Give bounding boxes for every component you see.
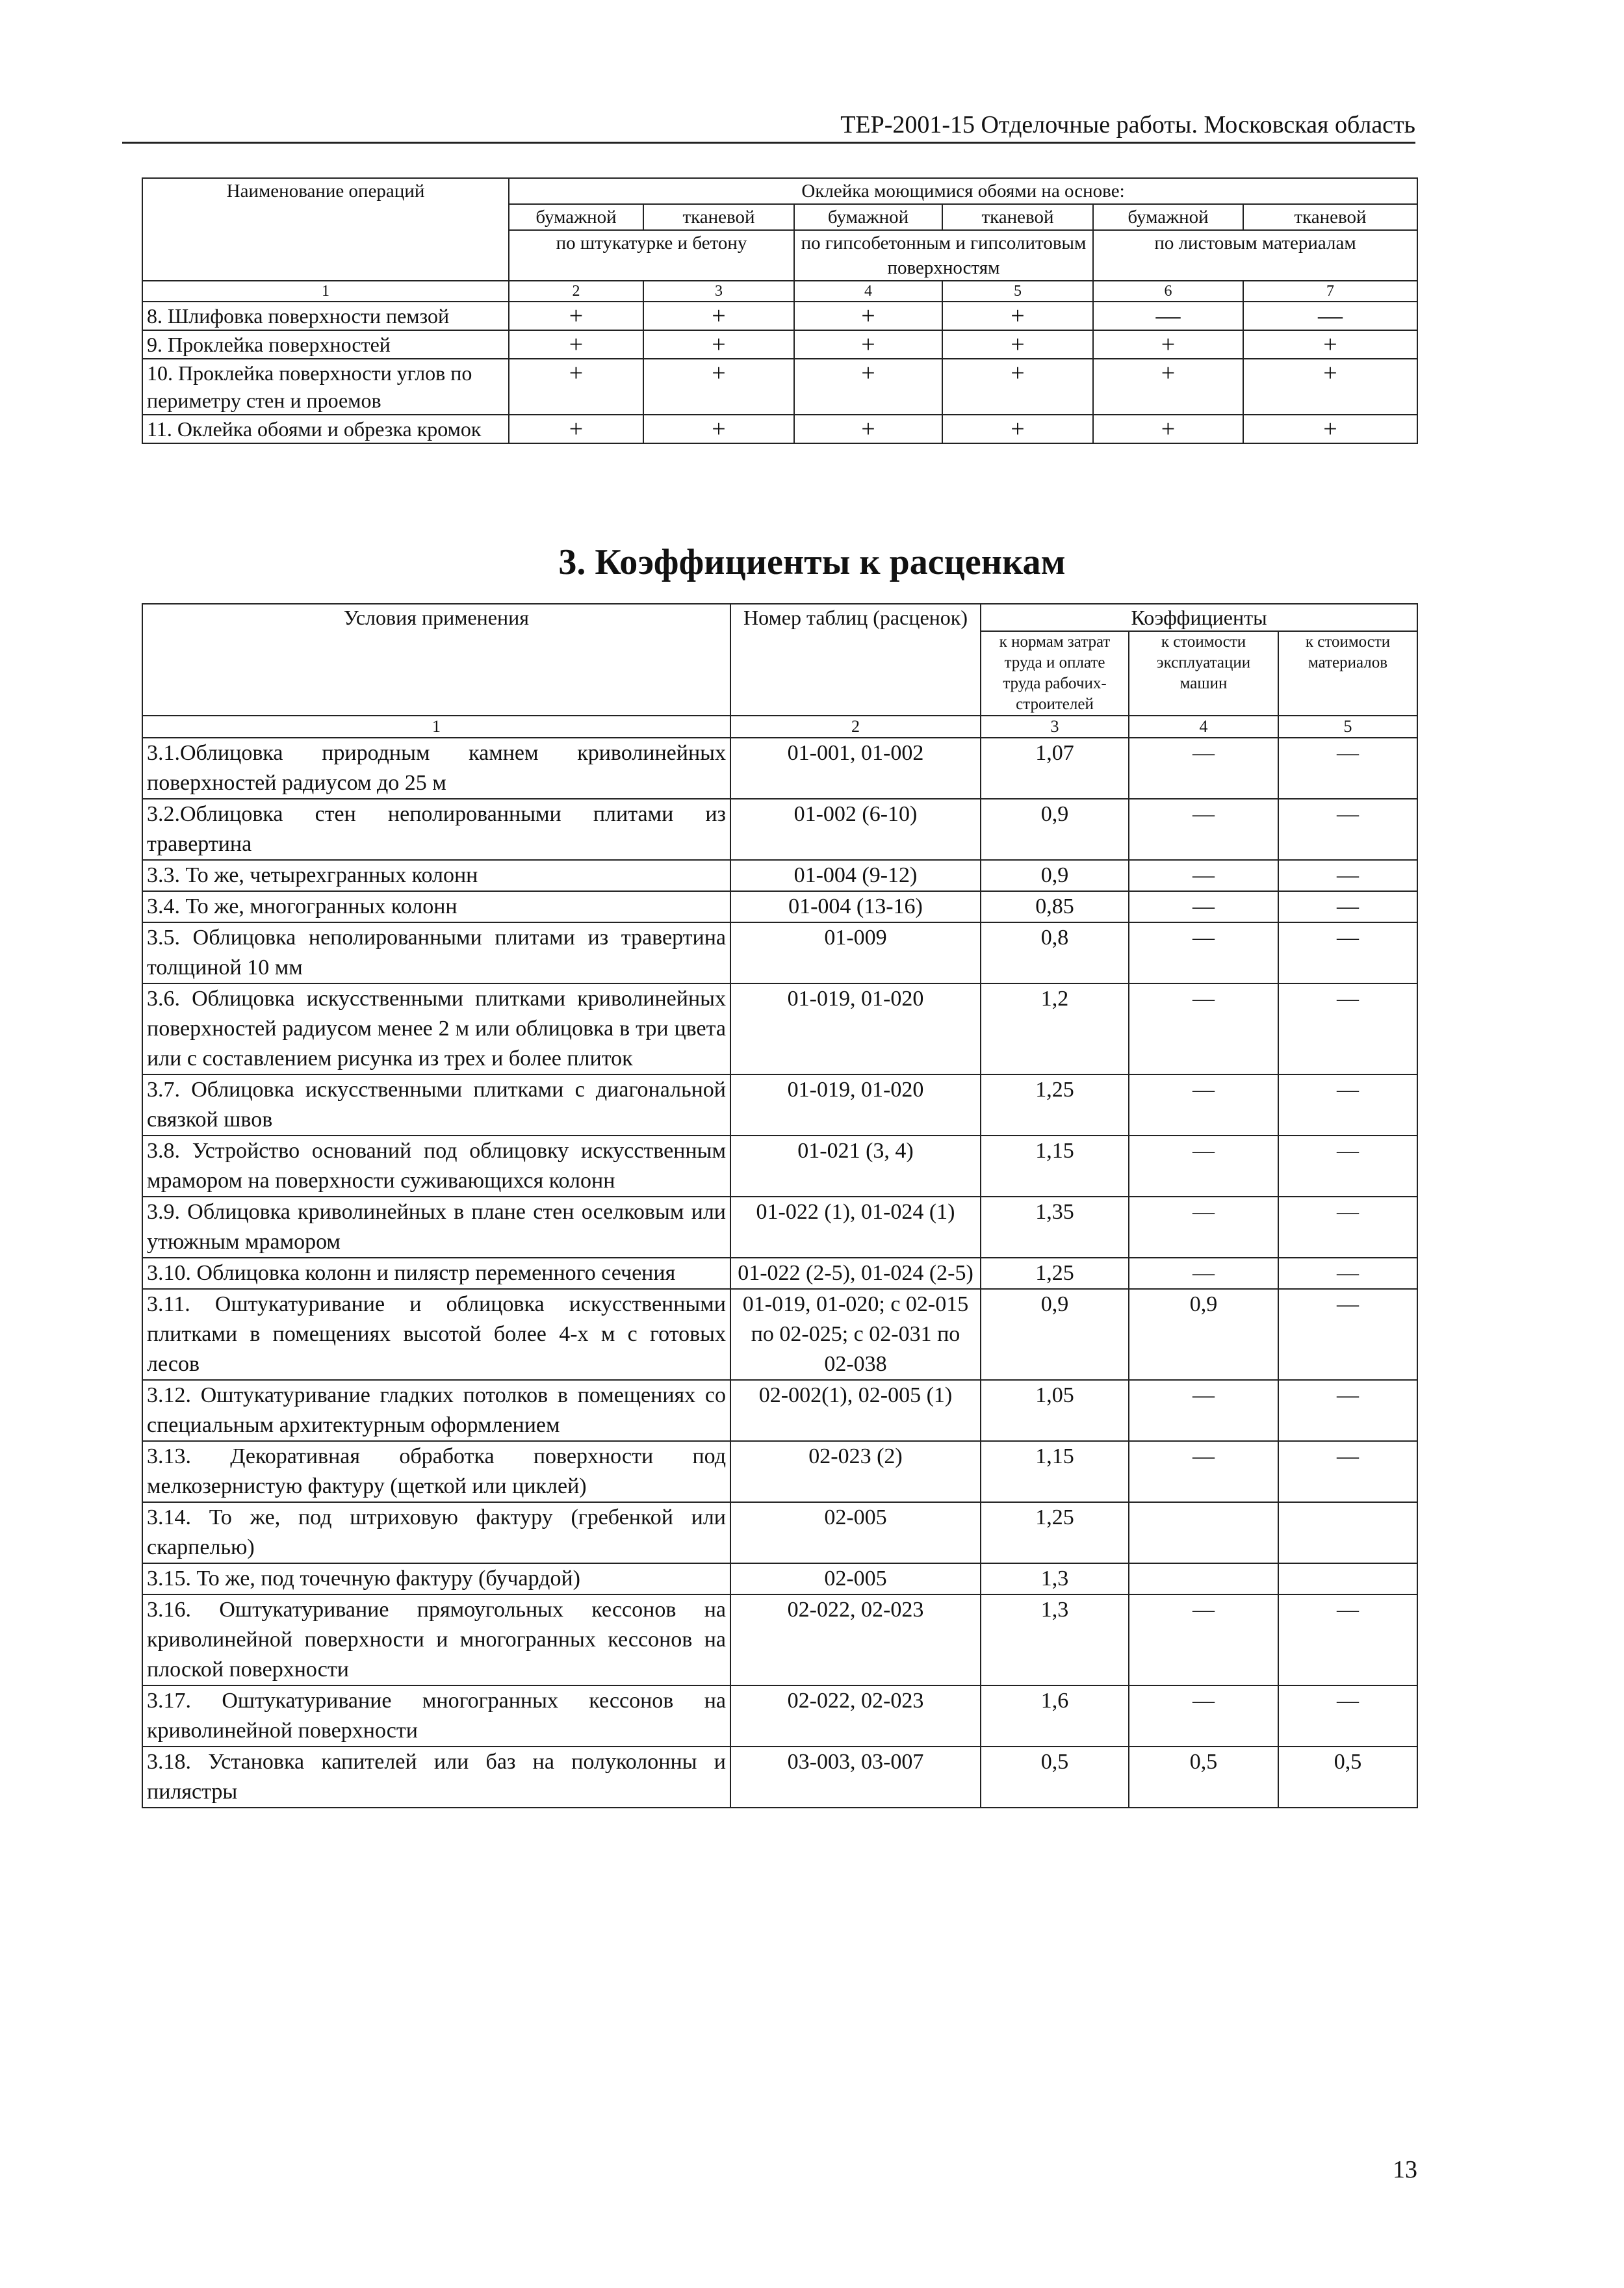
operation-mark: + [509,302,643,330]
operation-mark: + [1243,330,1417,359]
table-reference: 01-009 [730,922,981,983]
column-number: 2 [730,716,981,738]
condition-text: 3.14. То же, под штриховую фактуру (гребенкой или скарпелью) [142,1502,730,1563]
column-number: 3 [643,281,794,302]
base-type-header: бумажной [794,204,942,230]
machines-coefficient: — [1129,1685,1278,1747]
machines-coefficient: — [1129,1197,1278,1258]
operation-name: 11. Оклейка обоями и обрезка кромок [142,415,509,443]
labor-coefficient: 1,15 [981,1441,1129,1502]
section-title: 3. Коэффициенты к расценкам [558,542,1066,582]
page-header [122,110,1415,144]
operation-name: 8. Шлифовка поверхности пемзой [142,302,509,330]
table-reference: 01-004 (9-12) [730,860,981,891]
table-reference: 01-022 (1), 01-024 (1) [730,1197,981,1258]
labor-coefficient: 1,35 [981,1197,1129,1258]
machines-coefficient: — [1129,1441,1278,1502]
coefficients-table [142,603,1418,1808]
table-row [142,1258,1417,1289]
condition-text: 3.9. Облицовка криволинейных в плане стен оселковым или утюжным мрамором [142,1197,730,1258]
machines-coef-header: к стоимости эксплуатации машин [1129,631,1278,716]
wallpaper-group-header: Оклейка моющимися обоями на основе: [509,178,1417,204]
table-row [142,922,1417,983]
materials-coefficient: — [1278,1136,1417,1197]
materials-coefficient: — [1278,1197,1417,1258]
table-reference: 02-023 (2) [730,1441,981,1502]
machines-coefficient: — [1129,1074,1278,1136]
condition-text: 3.16. Оштукатуривание прямоугольных кессонов на криволинейной поверхности и многогранных кессонов на плоской поверхности [142,1594,730,1685]
operation-mark: + [509,330,643,359]
operation-mark: + [643,415,794,443]
table-reference: 01-019, 01-020 [730,1074,981,1136]
base-type-header: тканевой [1243,204,1417,230]
table-row [142,860,1417,891]
machines-coefficient: — [1129,922,1278,983]
operation-mark: + [509,415,643,443]
operation-mark: + [643,302,794,330]
condition-text: 3.11. Оштукатуривание и облицовка искусственными плитками в помещениях высотой более 4-х м с готовых лесов [142,1289,730,1380]
table-row [142,1136,1417,1197]
operation-mark: — [1243,302,1417,330]
materials-coefficient [1278,1563,1417,1594]
surface-header: по листовым материалам [1093,230,1417,281]
table-row [142,891,1417,922]
materials-coefficient: — [1278,891,1417,922]
operation-mark: + [942,302,1093,330]
machines-coefficient: 0,9 [1129,1289,1278,1380]
column-number: 7 [1243,281,1417,302]
table-reference: 01-021 (3, 4) [730,1136,981,1197]
column-number: 4 [794,281,942,302]
table-row [142,1441,1417,1502]
operation-mark: + [1093,330,1243,359]
labor-coefficient: 0,5 [981,1747,1129,1808]
condition-text: 3.8. Устройство оснований под облицовку искусственным мрамором на поверхности суживающихся колонн [142,1136,730,1197]
machines-coefficient: — [1129,738,1278,799]
materials-coefficient: — [1278,1594,1417,1685]
table-row [142,1380,1417,1441]
table-reference: 03-003, 03-007 [730,1747,981,1808]
table-reference: 01-001, 01-002 [730,738,981,799]
machines-coefficient: — [1129,1380,1278,1441]
table-row [142,1747,1417,1808]
condition-text: 3.6. Облицовка искусственными плитками криволинейных поверхностей радиусом менее 2 м или облицовка в три цвета или с составлением рисунка из трех и более плиток [142,983,730,1074]
machines-coefficient: — [1129,1136,1278,1197]
table-row [142,1074,1417,1136]
operation-mark: + [1093,359,1243,415]
column-number: 6 [1093,281,1243,302]
labor-coefficient: 0,85 [981,891,1129,922]
operation-mark: + [794,330,942,359]
operation-mark: + [509,359,643,415]
materials-coefficient: — [1278,1380,1417,1441]
condition-text: 3.17. Оштукатуривание многогранных кессонов на криволинейной поверхности [142,1685,730,1747]
wallpaper-operations-table [142,177,1418,444]
labor-coefficient: 0,9 [981,860,1129,891]
materials-coefficient: — [1278,1289,1417,1380]
column-number: 5 [942,281,1093,302]
operation-mark: + [794,415,942,443]
operation-mark: + [1093,415,1243,443]
table-row [142,1289,1417,1380]
condition-text: 3.1.Облицовка природным камнем криволинейных поверхностей радиусом до 25 м [142,738,730,799]
labor-coefficient: 1,25 [981,1074,1129,1136]
labor-coefficient: 1,25 [981,1502,1129,1563]
table-reference: 01-022 (2-5), 01-024 (2-5) [730,1258,981,1289]
base-type-header: тканевой [942,204,1093,230]
operation-mark: + [643,330,794,359]
materials-coefficient: — [1278,1074,1417,1136]
materials-coef-header: к стоимости материалов [1278,631,1417,716]
condition-text: 3.12. Оштукатуривание гладких потолков в помещениях со специальным архитектурным оформлением [142,1380,730,1441]
coefficients-body [142,738,1417,1808]
labor-coefficient: 0,9 [981,799,1129,860]
machines-coefficient: 0,5 [1129,1747,1278,1808]
machines-coefficient [1129,1502,1278,1563]
operation-name: 10. Проклейка поверхности углов по периметру стен и проемов [142,359,509,415]
condition-text: 3.10. Облицовка колонн и пилястр переменного сечения [142,1258,730,1289]
condition-text: 3.15. То же, под точечную фактуру (бучардой) [142,1563,730,1594]
table-reference: 01-002 (6-10) [730,799,981,860]
operations-name-header: Наименование операций [142,178,509,281]
materials-coefficient: 0,5 [1278,1747,1417,1808]
labor-coefficient: 1,6 [981,1685,1129,1747]
labor-coefficient: 1,05 [981,1380,1129,1441]
conditions-header: Условия применения [142,604,730,716]
table-row [142,330,1417,359]
materials-coefficient: — [1278,1441,1417,1502]
base-type-header: тканевой [643,204,794,230]
operation-mark: + [942,359,1093,415]
materials-coefficient: — [1278,1685,1417,1747]
materials-coefficient: — [1278,738,1417,799]
table-number-header: Номер таблиц (расценок) [730,604,981,716]
table-reference: 01-019, 01-020; с 02-015 по 02-025; с 02-031 по 02-038 [730,1289,981,1380]
table-row [142,302,1417,330]
machines-coefficient: — [1129,983,1278,1074]
labor-coefficient: 1,07 [981,738,1129,799]
table-reference: 01-019, 01-020 [730,983,981,1074]
table-reference: 02-005 [730,1502,981,1563]
materials-coefficient: — [1278,799,1417,860]
machines-coefficient: — [1129,891,1278,922]
base-type-header: бумажной [1093,204,1243,230]
operation-mark: + [942,330,1093,359]
materials-coefficient: — [1278,922,1417,983]
operation-mark: + [1243,359,1417,415]
operation-mark: + [794,359,942,415]
operation-mark: + [794,302,942,330]
table-reference: 02-005 [730,1563,981,1594]
coefficients-header: Коэффициенты [981,604,1417,631]
labor-coefficient: 1,3 [981,1594,1129,1685]
labor-coefficient: 1,2 [981,983,1129,1074]
condition-text: 3.5. Облицовка неполированными плитами из травертина толщиной 10 мм [142,922,730,983]
column-number: 3 [981,716,1129,738]
page-number: 13 [1393,2156,1417,2183]
condition-text: 3.13. Декоративная обработка поверхности под мелкозернистую фактуру (щеткой или циклей) [142,1441,730,1502]
table-row [142,1502,1417,1563]
table-row [142,1563,1417,1594]
labor-coefficient: 1,15 [981,1136,1129,1197]
table-row [142,415,1417,443]
labor-coef-header: к нормам затрат труда и оплате труда рабочих-строителей [981,631,1129,716]
table-reference: 02-002(1), 02-005 (1) [730,1380,981,1441]
table-row [142,1197,1417,1258]
materials-coefficient: — [1278,860,1417,891]
table-row [142,1594,1417,1685]
table-row [142,1685,1417,1747]
base-type-header: бумажной [509,204,643,230]
machines-coefficient: — [1129,1594,1278,1685]
table-reference: 02-022, 02-023 [730,1594,981,1685]
column-number: 1 [142,281,509,302]
operation-mark: + [942,415,1093,443]
column-number: 4 [1129,716,1278,738]
machines-coefficient: — [1129,860,1278,891]
machines-coefficient [1129,1563,1278,1594]
operation-mark: + [1243,415,1417,443]
condition-text: 3.4. То же, многогранных колонн [142,891,730,922]
materials-coefficient: — [1278,1258,1417,1289]
operation-mark: + [643,359,794,415]
table-row [142,799,1417,860]
labor-coefficient: 1,25 [981,1258,1129,1289]
surface-header: по гипсобетонным и гипсолитовым поверхностям [794,230,1093,281]
column-number: 5 [1278,716,1417,738]
table-row [142,983,1417,1074]
table-reference: 02-022, 02-023 [730,1685,981,1747]
header-title: ТЕР-2001-15 Отделочные работы. Московская область [840,111,1415,138]
table-row [142,738,1417,799]
column-number: 1 [142,716,730,738]
surface-header: по штукатурке и бетону [509,230,794,281]
labor-coefficient: 0,8 [981,922,1129,983]
operation-name: 9. Проклейка поверхностей [142,330,509,359]
labor-coefficient: 0,9 [981,1289,1129,1380]
table-reference: 01-004 (13-16) [730,891,981,922]
condition-text: 3.2.Облицовка стен неполированными плитами из травертина [142,799,730,860]
condition-text: 3.7. Облицовка искусственными плитками с диагональной связкой швов [142,1074,730,1136]
condition-text: 3.18. Установка капителей или баз на полуколонны и пилястры [142,1747,730,1808]
machines-coefficient: — [1129,1258,1278,1289]
column-number: 2 [509,281,643,302]
materials-coefficient [1278,1502,1417,1563]
operation-mark: — [1093,302,1243,330]
labor-coefficient: 1,3 [981,1563,1129,1594]
materials-coefficient: — [1278,983,1417,1074]
condition-text: 3.3. То же, четырехгранных колонн [142,860,730,891]
table-row [142,359,1417,415]
machines-coefficient: — [1129,799,1278,860]
